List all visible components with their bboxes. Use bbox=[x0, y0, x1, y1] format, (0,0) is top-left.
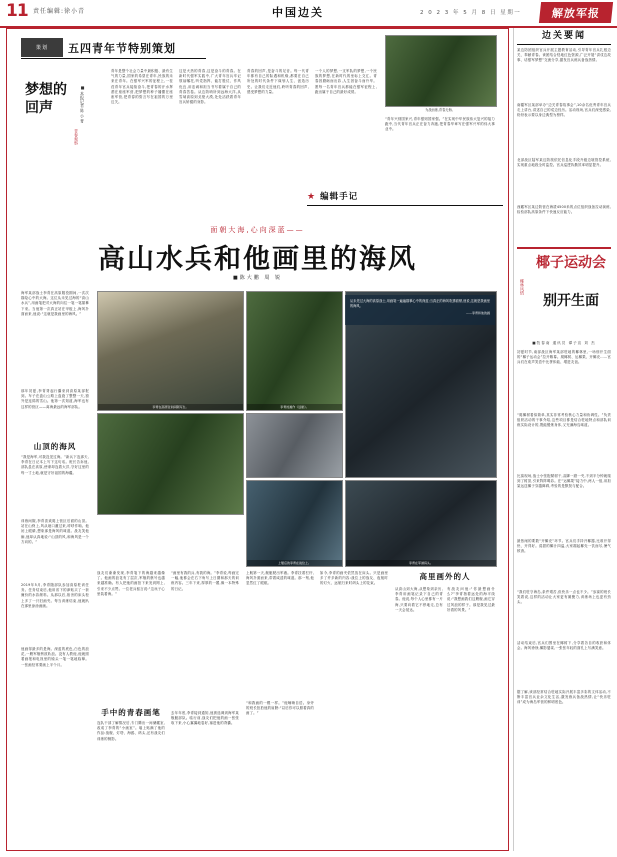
dream-article-byline: ■ 本报记者 陈 小 菁 bbox=[80, 85, 85, 124]
masthead-editor-label: 责任编辑:徐小青 bbox=[33, 8, 86, 15]
sidebar-news-item-1: 某边防团组织官兵开展主题教育活动,引导青年官兵扎根边关、奉献青春。该团结合驻地红色资源,广泛开展“讲戍边故事、话强军梦想”交流分享,激发官兵练兵备战热情。 bbox=[517, 48, 611, 63]
main-photo-painting-caption: 李青的画作《远航》。 bbox=[247, 404, 342, 410]
top-feature-paragraph-4: 一个人的梦想,一支军队的梦想,一个民族的梦想,在新时代的坐标上交汇。青春因磨砺而出彩,人生因奋斗而升华。愿每一名青年官兵都能在强军征程上,跑出属于自己的最好成绩。 bbox=[315, 69, 377, 94]
top-feature-photo-caption: 为战而练,青春无悔。 bbox=[425, 108, 455, 112]
subheading-outside-painting: 高里画外的人 bbox=[419, 572, 471, 581]
main-col2-paragraph-d: 去年年底,李青接到通知,他被选调到海军某舰艇部队。临行前,战友们把他的画一张张取下来,小心翼翼地卷好,塞进他的背囊。 bbox=[171, 711, 239, 726]
special-planning-banner bbox=[21, 37, 206, 59]
top-feature-photo bbox=[385, 35, 497, 107]
sidebar-divider bbox=[517, 247, 611, 249]
main-photo-painting bbox=[246, 291, 343, 411]
sidebar-news-rule bbox=[517, 44, 611, 45]
main-col3-paragraph-c: 如今,李青的画夹依然放在床头。只是画里多了许多新的内容:战位上的战友、夜航时的灯火、远航归来时码头上的花束。 bbox=[320, 571, 388, 586]
main-pullquote-signature: ——李青和他的画 bbox=[465, 311, 490, 315]
main-photo-beach-caption: 李青在高原驻训间隙写生。 bbox=[98, 404, 243, 410]
right-sidebar bbox=[517, 28, 611, 851]
main-headline: 高山水兵和他画里的海风 bbox=[98, 244, 417, 275]
banner-block-label: 策划 bbox=[21, 38, 63, 57]
main-col2-paragraph-c: “画里有我的兵,有我的海。”李青说,每画完一幅,他都会在右下角写上日期和那天的训练内容。三年下来,厚厚的一摞,像一本特殊的日记。 bbox=[171, 571, 239, 591]
main-photo-harbor-caption: 李青在军港码头。 bbox=[346, 560, 496, 566]
main-byline: ■陈大鹏 周 锐 bbox=[233, 275, 282, 281]
sidebar-news-item-4: 西藏军区某边防营在海拔4500米的点位组织战备拉动演练,检验部队高原条件下快速反应能力。 bbox=[517, 205, 611, 215]
sidebar-feature-title-1: 椰子运动会 bbox=[536, 254, 606, 271]
page-title: 中国边关 bbox=[272, 6, 324, 19]
main-col4-paragraph-e: 有战友问他:“你最想画什么?”李青指着远处的海平线说:“我想画我们这艘舰,画它穿过风浪的样子。那是我见过最好看的风景。” bbox=[447, 587, 495, 612]
sidebar-news-item-3: 北部战区陆军某边防旅依托信息化手段升级边境管控系统,实现重点地段全时监控。官兵巡逻执勤效率明显提升。 bbox=[517, 158, 611, 168]
top-feature-paragraph-5: “青年兴则国家兴,青年强则国家强。”在实现中华民族伟大复兴的接力跑中,当代青年官兵正在奋力奔跑,把青春华章写在强军兴军的伟大事业中。 bbox=[385, 117, 495, 132]
main-col1-paragraph-c: 训练间隙,李青喜欢爬上营区后面的山顶。站在山脊上,风从垭口灌过来,呼呼作响。他闭上眼睛,想象那是海风的味道。战友笑他痴,他却认真地说:“山顶的风,和海风是一个方向的。” bbox=[21, 519, 89, 544]
top-feature-paragraph-1: 青年是整个社会力量中最积极、最有生气的力量,国家的希望在青年,民族的未来在青年。在强军兴军的征程上,一茬茬青年官兵接续奋斗,把青春的汗水挥洒在座座军营,把梦想的种子播撒在座座军营,把青春的誓言写在祖国的万里边关。 bbox=[111, 69, 173, 105]
dream-article-title: 梦想的回声 bbox=[25, 82, 67, 116]
sidebar-feature-paragraph-1: 初夏时节,南部战区海军某部驻地的椰林里,一场别开生面的“椰子运动会”拉开帷幕。爬椰树、运椰果、开椰壳……官兵们在欢声笑语中比拼体能、增进友谊。 bbox=[517, 349, 611, 364]
page-number: 11 bbox=[6, 1, 28, 21]
sidebar-news-title: 边关要闻 bbox=[541, 31, 586, 41]
main-col2-paragraph-a: 战友们渐渐发现,李青笔下的海越来越像了。他画的浪花有了层次,军舰的舷号也越来越准确。有人把他的画拍下来发到网上,引来不少点赞。一位老兵留言说:“这孩子心里装着海。” bbox=[97, 571, 165, 596]
main-pullquote bbox=[345, 295, 495, 325]
editor-note-title: 编辑手记 bbox=[320, 192, 359, 202]
star-icon: ★ bbox=[307, 192, 316, 202]
sidebar-news-item-2: 南疆军区某部举办“边关青春故事会”,10余名优秀青年官兵走上讲台,讲述自己的戍边经历。活动现场,官兵们深受感染,纷纷表示要以身边典型为榜样。 bbox=[517, 103, 611, 118]
main-photo-sketch bbox=[246, 413, 343, 478]
sidebar-feature-paragraph-2: “爬椰树看似简单,其实非常考验核心力量和协调性。”负责组织活动的干事介绍,这些项目都是结合驻地特点和部队训练实际设计的,既能锻炼身体,又充满海岛味道。 bbox=[517, 412, 611, 427]
masthead bbox=[0, 0, 617, 28]
subheading-mountain-sea-wind: 山顶的海风 bbox=[33, 442, 77, 451]
main-photo-deck bbox=[246, 480, 343, 567]
main-photo-beach bbox=[97, 291, 244, 411]
main-col1-paragraph-a: 那年初夏,李青背起行囊来到高原某部报到。车子在盘山公路上盘旋了整整一天,窗外是连绵的雪山。他第一次知道,海军也有这样的营区——离海最远的海军部队。 bbox=[21, 389, 89, 409]
publication-date: 2 0 2 3 年 5 月 8 日 星期一 bbox=[420, 10, 522, 16]
sidebar-feature-tag: 椰林风情 bbox=[520, 278, 525, 295]
sidebar-feature-paragraph-6: 活动结束后,官兵们围坐在椰树下,分享着各自的收获和体会。海风徐徐,椰影婆娑,一张张年轻的面孔上写满笑意。 bbox=[517, 640, 611, 650]
dream-article-tag: 青春观察 bbox=[74, 129, 79, 145]
sidebar-feature-byline: ■牧春南 通讯员 谭子宣 刘 杰 bbox=[532, 340, 596, 345]
banner-title: 五四青年节特别策划 bbox=[68, 42, 176, 55]
main-kicker: 面朝大海,心向深蓝—— bbox=[210, 226, 305, 234]
main-photo-harbor bbox=[345, 480, 497, 567]
newspaper-logo: 解放军报 bbox=[539, 2, 613, 23]
subheading-youth-brush: 手中的青春画笔 bbox=[101, 708, 161, 717]
editor-note-header bbox=[307, 184, 503, 206]
main-col3-paragraph-a: 上舰第一天,舰艇驶出军港。李青扶着栏杆,海风扑面而来,带着咸涩的味道。那一刻,他忽然红了眼眶。 bbox=[246, 571, 314, 586]
main-col1-paragraph-d: 2019年5月,李青随部队参加高原驻训任务。任务结束后,他用省下的津贴买了一套廉价的水彩颜料。从那以后,宿舍的床头柜上多了一只旧画夹。每当训练结束,他就趴在那里涂涂画画。 bbox=[21, 583, 89, 608]
main-col4-paragraph-d: 从高山到大海,从想象到亲历,李青用画笔记录下自己的青春。他说,每个人心里都有一片海,只要向着它不停地走,总有一天会抵达。 bbox=[395, 587, 443, 612]
main-col1-paragraph-e: 他画得最多的是海。深蓝的底色,白色的浪花,一艘军舰劈波斩浪。没有人教他,他就照着画报和电视里的镜头一笔一笔地临摹。一张画经常要画上半个月。 bbox=[21, 647, 89, 667]
banner-rule bbox=[21, 58, 206, 59]
editor-note-rule bbox=[307, 205, 503, 206]
main-col3-paragraph-b: “和我画的一模一样。”他喃喃自语。身旁的班长拍拍他的肩膀:“以后你可以照着真的画了。” bbox=[246, 701, 314, 716]
sidebar-feature-paragraph-5: “我们驻守海岛,条件艰苦,但快乐一点也不少。”参赛的班长笑着说,这样的活动让大家更有凝聚力,训练场上也更有劲头。 bbox=[517, 589, 611, 604]
main-lead-paragraph: 海军某部战士李青在高原服役期间,一次次描绘心中的大海。这位从未见过海的“高山水兵”,用画笔把对大海的向往一笔一笔描摹下来。当他第一次真正站在甲板上,海风扑面而来,他说:“这就是我画里的海风。” bbox=[21, 291, 89, 316]
main-col2-paragraph-b: 连队干部了解情况后,专门腾出一间储藏室,改成了李青的“小画室”。墙上贴满了他的作品:战舰、灯塔、海鸥、码头,还有战友们训练的侧影。 bbox=[97, 721, 165, 741]
sidebar-feature-paragraph-7: 据了解,该部经常结合驻地实际开展丰富多彩的文体活动,不断丰富官兵业余文化生活,激发练兵备战热情,让“快乐驻训”成为海岛军营的鲜明底色。 bbox=[517, 689, 611, 704]
top-feature-paragraph-3: 青春的回声,是奋斗的足音。每一代青年都有自己的际遇和机缘,都要在自己所处的时代条件下谋划人生、创造历史。让我们走近他们,聆听青春的回声,感受梦想的力量。 bbox=[247, 69, 309, 94]
sidebar-feature-title-2: 别开生面 bbox=[543, 292, 599, 309]
column-divider bbox=[513, 28, 514, 851]
sidebar-feature-paragraph-4: 最热闹的要数“开椰壳”环节。官兵们手持开椰器,比谁开得快、开得好。清甜的椰汁四溢,大家端起椰壳一饮而尽,暑气顿消。 bbox=[517, 538, 611, 553]
sidebar-feature-paragraph-3: 比赛现场,战士小张抱紧树干,双脚一蹬一夹,不到半分钟就爬到了树顶,引来阵阵喝彩。在“运椰果”接力中,两人一组,用担架运送椰子穿越障碍,考验的是默契与配合。 bbox=[517, 473, 611, 488]
main-photo-deck-caption: 上舰后的李青在战位上。 bbox=[247, 560, 342, 566]
main-pullquote-text: 从未见过大海的高原战士,用画笔一遍遍描摹心中的深蓝;当真正的海风吹拂面颊,他说,这就是我画里的海风。 bbox=[350, 299, 490, 308]
main-article-frame bbox=[6, 28, 509, 851]
main-col1-paragraph-b: “我是海军,可我没见过海。”新兵下连那天,李青在日记本上写下这句话。班长告诉他,部队虽在高原,使命却连着大洋,守好这里的每一寸土地,就是守好祖国的海疆。 bbox=[21, 455, 89, 475]
top-feature-paragraph-2: 这是火热的青春,这是奋斗的青春。在新时代强军实践中,广大青年官兵牢记领袖嘱托,听党指挥、能打胜仗、作风优良,用忠诚和担当书写着属于自己的青春答卷。从边防哨所到远海大洋,从雪域高原到戈壁大漠,处处活跃着青年官兵矫健的身影。 bbox=[179, 69, 241, 105]
main-photo-training bbox=[97, 413, 244, 515]
